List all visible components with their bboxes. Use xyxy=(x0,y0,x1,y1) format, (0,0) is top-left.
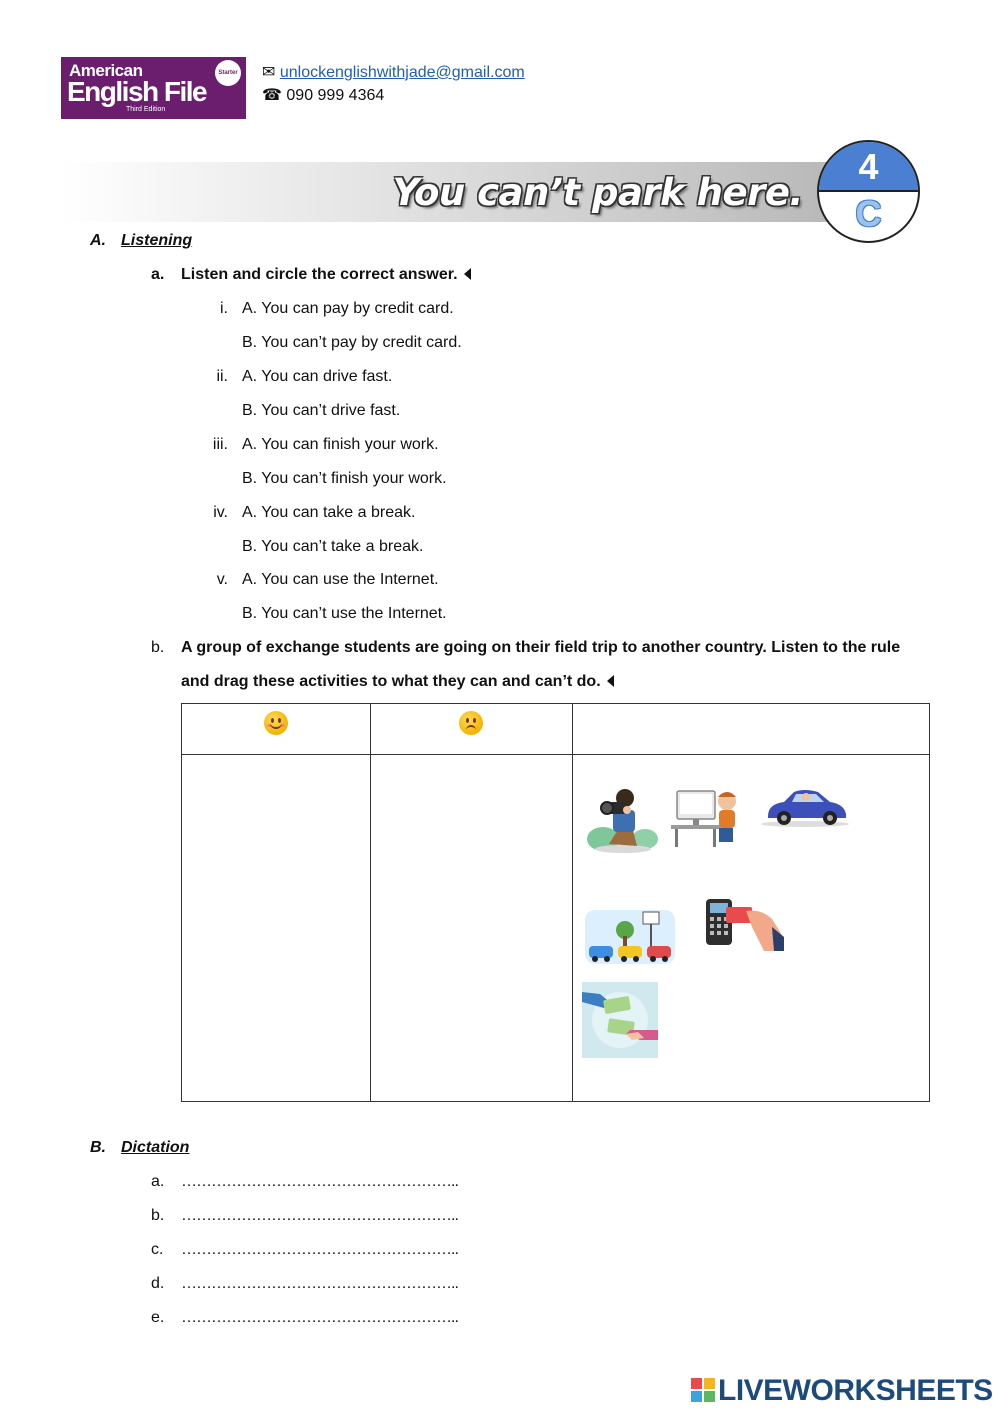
part-b-label: b. xyxy=(151,639,165,656)
dictation-label: b. xyxy=(151,1207,165,1224)
use-computer-card[interactable] xyxy=(669,787,741,851)
option-b[interactable]: B. You can’t finish your work. xyxy=(242,470,447,487)
dictation-blank[interactable]: ……………………………………………….. xyxy=(181,1173,458,1190)
pay-credit-card-card[interactable] xyxy=(702,897,784,953)
speaker-icon[interactable] xyxy=(464,268,471,280)
speaker-icon[interactable] xyxy=(607,675,614,687)
take-photos-card[interactable] xyxy=(585,784,660,856)
option-b[interactable]: B. You can’t take a break. xyxy=(242,538,424,555)
drag-drop-table xyxy=(181,703,930,1102)
sad-face-icon xyxy=(459,711,483,735)
can-do-dropzone[interactable] xyxy=(182,755,370,1101)
item-number: iii. xyxy=(212,436,228,453)
liveworksheets-icon xyxy=(691,1378,715,1402)
unit-badge xyxy=(817,140,920,243)
email-link[interactable]: unlockenglishwithjade@gmail.com xyxy=(279,64,525,81)
item-number: iv. xyxy=(213,504,228,521)
section-b-title: Dictation xyxy=(121,1139,190,1156)
dictation-blank[interactable]: ……………………………………………….. xyxy=(181,1241,458,1258)
cant-do-dropzone[interactable] xyxy=(371,755,572,1101)
part-b-instruction-line2: and drag these activities to what they can and can’t do. xyxy=(181,673,601,690)
item-number: v. xyxy=(216,571,228,588)
section-a-title: Listening xyxy=(121,232,193,249)
envelope-icon: ✉ xyxy=(262,64,276,81)
part-b-instruction-line1: A group of exchange students are going on their field trip to another country. Listen to the rule xyxy=(181,639,901,656)
option-a[interactable]: A. You can use the Internet. xyxy=(242,571,439,588)
option-a[interactable]: A. You can pay by credit card. xyxy=(242,300,454,317)
section-a-letter: A. xyxy=(90,232,106,249)
dictation-blank[interactable]: ……………………………………………….. xyxy=(181,1207,458,1224)
email-line xyxy=(262,62,525,82)
dictation-label: e. xyxy=(151,1309,165,1326)
worksheet-title: You can’t park here. xyxy=(392,171,803,214)
liveworksheets-brand: LIVEWORKSHEETS xyxy=(718,1374,993,1407)
park-car-card[interactable] xyxy=(585,902,675,964)
option-a[interactable]: A. You can take a break. xyxy=(242,504,416,521)
item-number: i. xyxy=(220,300,228,317)
section-b-letter: B. xyxy=(90,1139,106,1156)
part-b-instruction-row xyxy=(181,673,614,691)
part-a-instruction-row xyxy=(181,266,471,284)
dictation-label: a. xyxy=(151,1173,165,1190)
dictation-label: d. xyxy=(151,1275,165,1292)
happy-face-icon xyxy=(264,711,288,735)
unit-letter: C xyxy=(855,193,882,234)
option-b[interactable]: B. You can’t drive fast. xyxy=(242,402,401,419)
option-a[interactable]: A. You can drive fast. xyxy=(242,368,393,385)
dictation-blank[interactable]: ……………………………………………….. xyxy=(181,1275,458,1292)
pay-cash-card[interactable] xyxy=(582,982,658,1058)
phone-icon: ☎ xyxy=(262,87,282,104)
part-a-instruction: Listen and circle the correct answer. xyxy=(181,266,458,283)
option-b[interactable]: B. You can’t use the Internet. xyxy=(242,605,447,622)
american-english-file-logo: American English File Third Edition Starter xyxy=(61,57,246,119)
option-a[interactable]: A. You can finish your work. xyxy=(242,436,439,453)
option-b[interactable]: B. You can’t pay by credit card. xyxy=(242,334,462,351)
item-number: ii. xyxy=(216,368,228,385)
drive-car-card[interactable] xyxy=(760,784,850,830)
dictation-label: c. xyxy=(151,1241,164,1258)
phone-line xyxy=(262,85,384,105)
unit-number: 4 xyxy=(858,146,879,187)
dictation-blank[interactable]: ……………………………………………….. xyxy=(181,1309,458,1326)
starter-badge: Starter xyxy=(215,60,241,86)
title-banner xyxy=(61,162,873,222)
part-a-label: a. xyxy=(151,266,165,283)
phone-number: 090 999 4364 xyxy=(286,87,385,104)
